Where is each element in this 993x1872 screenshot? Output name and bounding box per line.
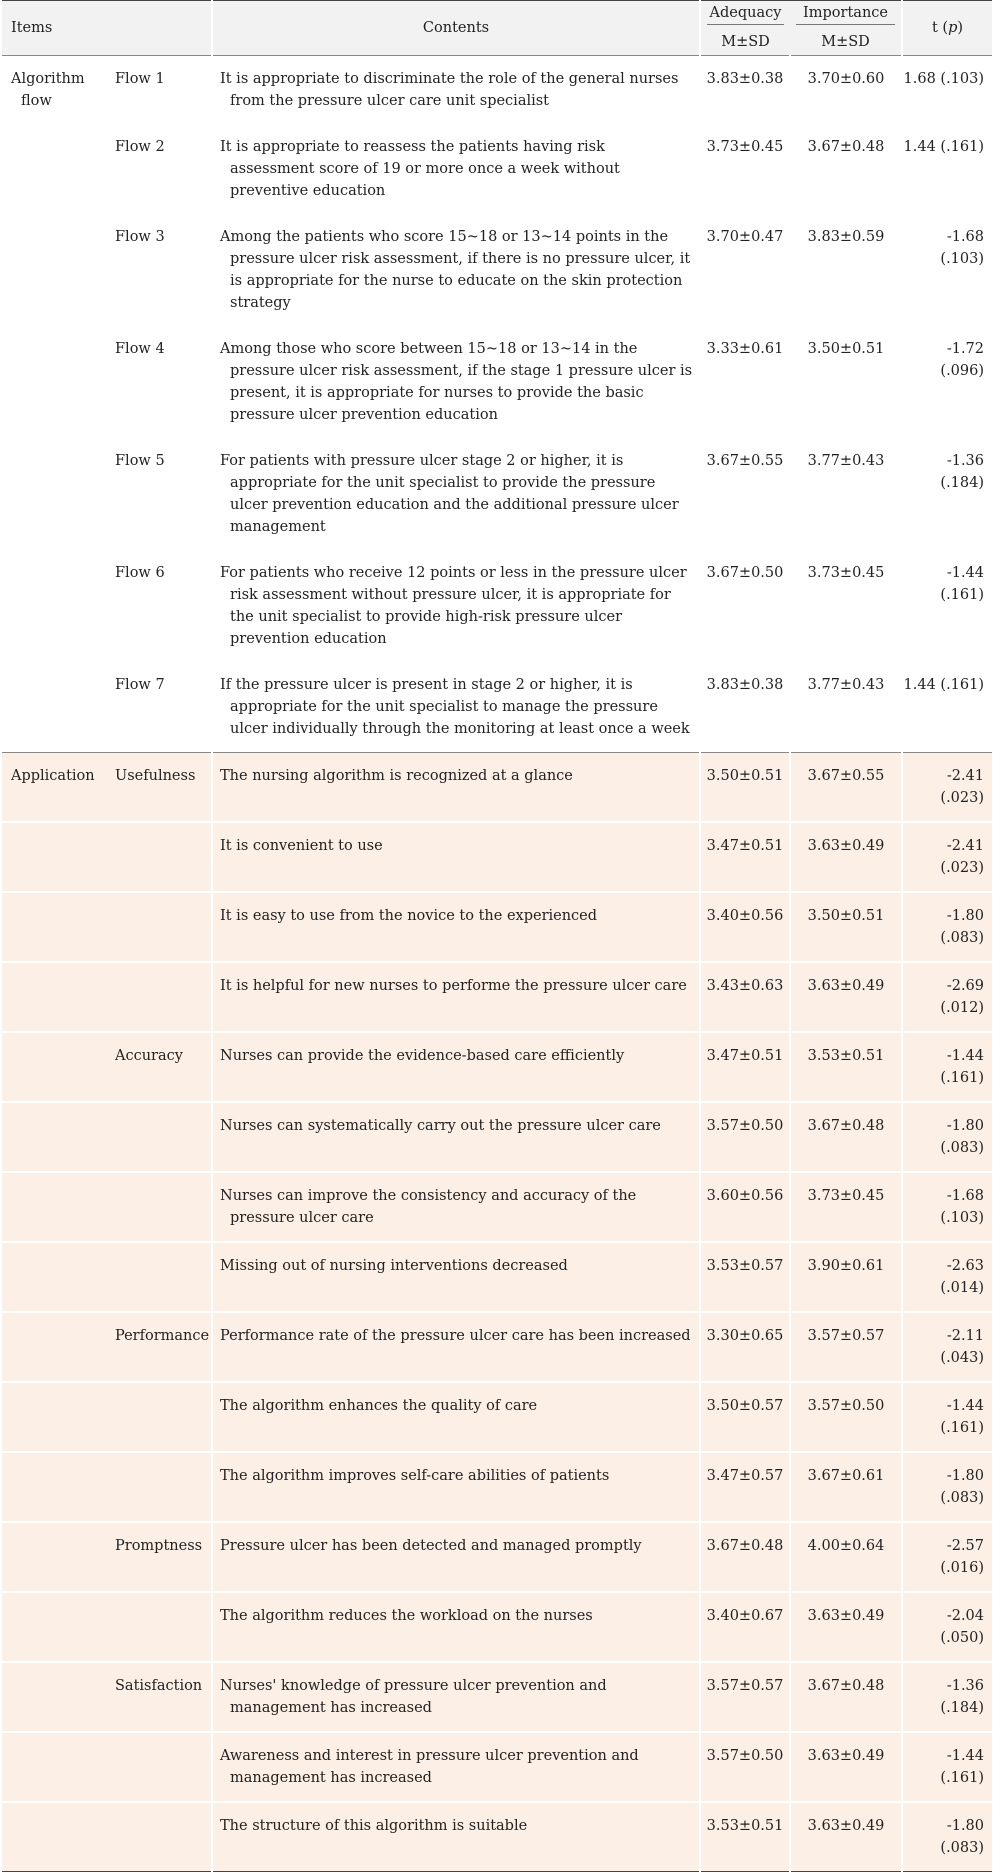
content-cell xyxy=(212,1032,700,1102)
content-text: Performance rate of the pressure ulcer care has been increased xyxy=(220,1328,691,1344)
content-cell xyxy=(212,1312,700,1382)
item-cell xyxy=(2,753,105,823)
t-value: -2.41 (.023) xyxy=(902,753,992,823)
content-cell xyxy=(212,753,700,823)
content-cell xyxy=(212,1102,700,1172)
adequacy-value: 3.53±0.51 xyxy=(700,1802,790,1872)
table-row xyxy=(2,1242,992,1312)
adequacy-value: 3.67±0.50 xyxy=(700,550,790,662)
content-text: Nurses can systematically carry out the pressure ulcer care xyxy=(220,1118,661,1134)
table-row xyxy=(2,1382,992,1452)
item-cell xyxy=(2,56,105,125)
importance-value: 3.57±0.57 xyxy=(790,1312,902,1382)
importance-value: 3.50±0.51 xyxy=(790,326,902,438)
t-value: -1.44 (.161) xyxy=(902,550,992,662)
item-cell xyxy=(2,892,105,962)
subitem-cell: Flow 5 xyxy=(105,438,212,550)
subitem-cell xyxy=(105,1382,212,1452)
content-cell xyxy=(212,892,700,962)
content-cell xyxy=(212,214,700,326)
importance-value: 3.53±0.51 xyxy=(790,1032,902,1102)
content-text: It is appropriate to discriminate the role of the general nurses from the pressure ulcer care unit specialist xyxy=(220,71,679,109)
item-cell xyxy=(2,1592,105,1662)
content-text: It is convenient to use xyxy=(220,838,383,854)
table-row xyxy=(2,1522,992,1592)
adequacy-value: 3.73±0.45 xyxy=(700,124,790,214)
item-cell xyxy=(2,326,105,438)
table-row xyxy=(2,1452,992,1522)
table-row xyxy=(2,438,992,550)
item-cell xyxy=(2,550,105,662)
importance-value: 3.63±0.49 xyxy=(790,962,902,1032)
item-cell xyxy=(2,214,105,326)
table-row xyxy=(2,662,992,753)
t-value: -2.41 (.023) xyxy=(902,822,992,892)
importance-value: 3.67±0.61 xyxy=(790,1452,902,1522)
application-label: Application xyxy=(11,768,95,784)
item-cell xyxy=(2,1172,105,1242)
content-text: Nurses can improve the consistency and accuracy of the pressure ulcer care xyxy=(220,1188,637,1226)
t-value: -1.80 (.083) xyxy=(902,892,992,962)
content-cell xyxy=(212,326,700,438)
subitem-cell: Performance xyxy=(105,1312,212,1382)
header-importance-label: Importance xyxy=(796,5,895,25)
table-row xyxy=(2,326,992,438)
content-text: If the pressure ulcer is present in stage 2 or higher, it is appropriate for the unit specialist to manage the pressure ulcer individually through the monitoring at least once a week xyxy=(220,677,690,737)
subitem-cell xyxy=(105,1452,212,1522)
header-items: Items xyxy=(2,1,212,56)
content-cell xyxy=(212,1382,700,1452)
adequacy-value: 3.57±0.50 xyxy=(700,1732,790,1802)
t-value: -2.04 (.050) xyxy=(902,1592,992,1662)
content-text: Nurses can provide the evidence-based care efficiently xyxy=(220,1048,625,1064)
table-row xyxy=(2,1732,992,1802)
importance-value: 3.63±0.49 xyxy=(790,822,902,892)
table-row xyxy=(2,1172,992,1242)
content-text: Nurses' knowledge of pressure ulcer prevention and management has increased xyxy=(220,1678,607,1716)
table-row xyxy=(2,1662,992,1732)
subitem-cell xyxy=(105,1592,212,1662)
importance-value: 4.00±0.64 xyxy=(790,1522,902,1592)
adequacy-value: 3.57±0.57 xyxy=(700,1662,790,1732)
t-value: -2.69 (.012) xyxy=(902,962,992,1032)
adequacy-value: 3.67±0.48 xyxy=(700,1522,790,1592)
item-cell xyxy=(2,1522,105,1592)
table-row xyxy=(2,214,992,326)
importance-value: 3.63±0.49 xyxy=(790,1732,902,1802)
subitem-cell: Flow 6 xyxy=(105,550,212,662)
table-row xyxy=(2,962,992,1032)
subitem-cell xyxy=(105,1102,212,1172)
importance-value: 3.63±0.49 xyxy=(790,1592,902,1662)
table-row xyxy=(2,550,992,662)
content-cell xyxy=(212,438,700,550)
importance-value: 3.70±0.60 xyxy=(790,56,902,125)
importance-value: 3.67±0.48 xyxy=(790,1102,902,1172)
t-value: -1.36 (.184) xyxy=(902,1662,992,1732)
item-cell xyxy=(2,1312,105,1382)
header-t-p xyxy=(902,1,992,56)
header-importance-msd: M±SD xyxy=(790,29,902,56)
t-value: -1.80 (.083) xyxy=(902,1452,992,1522)
adequacy-value: 3.60±0.56 xyxy=(700,1172,790,1242)
table-row xyxy=(2,753,992,823)
subitem-cell: Flow 1 xyxy=(105,56,212,125)
importance-value: 3.67±0.55 xyxy=(790,753,902,823)
t-value: -2.63 (.014) xyxy=(902,1242,992,1312)
header-adequacy xyxy=(700,1,790,30)
t-value: -1.44 (.161) xyxy=(902,1732,992,1802)
algorithm-flow-section xyxy=(2,56,992,753)
item-cell xyxy=(2,1662,105,1732)
adequacy-value: 3.50±0.51 xyxy=(700,753,790,823)
table-row xyxy=(2,56,992,125)
table-row xyxy=(2,822,992,892)
content-cell xyxy=(212,56,700,125)
adequacy-value: 3.47±0.51 xyxy=(700,822,790,892)
content-cell xyxy=(212,962,700,1032)
content-cell xyxy=(212,822,700,892)
adequacy-value: 3.47±0.57 xyxy=(700,1452,790,1522)
item-cell xyxy=(2,1732,105,1802)
table-row xyxy=(2,1032,992,1102)
adequacy-value: 3.83±0.38 xyxy=(700,56,790,125)
t-value: -1.80 (.083) xyxy=(902,1102,992,1172)
item-cell xyxy=(2,438,105,550)
item-cell xyxy=(2,1102,105,1172)
content-text: For patients who receive 12 points or less in the pressure ulcer risk assessment without pressure ulcer, it is appropriate for the unit specialist to provide high-risk pressure ulcer prevention education xyxy=(220,565,687,647)
results-table xyxy=(2,0,992,1872)
table-row xyxy=(2,892,992,962)
importance-value: 3.77±0.43 xyxy=(790,662,902,753)
content-text: It is appropriate to reassess the patients having risk assessment score of 19 or more once a week without preventive education xyxy=(220,139,620,199)
subitem-cell xyxy=(105,1802,212,1872)
table-row xyxy=(2,124,992,214)
content-cell xyxy=(212,550,700,662)
header-t-suffix: ) xyxy=(957,20,964,36)
subitem-cell: Flow 7 xyxy=(105,662,212,753)
content-cell xyxy=(212,1732,700,1802)
importance-value: 3.67±0.48 xyxy=(790,124,902,214)
content-text: It is easy to use from the novice to the experienced xyxy=(220,908,598,924)
content-text: The nursing algorithm is recognized at a glance xyxy=(220,768,573,784)
importance-value: 3.67±0.48 xyxy=(790,1662,902,1732)
content-text: The algorithm improves self-care abilities of patients xyxy=(220,1468,610,1484)
table-row xyxy=(2,1312,992,1382)
subitem-cell xyxy=(105,1242,212,1312)
subitem-cell xyxy=(105,892,212,962)
importance-value: 3.63±0.49 xyxy=(790,1802,902,1872)
adequacy-value: 3.50±0.57 xyxy=(700,1382,790,1452)
content-cell xyxy=(212,1592,700,1662)
content-text: Among the patients who score 15~18 or 13~14 points in the pressure ulcer risk assessment, if there is no pressure ulcer, it is appropriate for the nurse to educate on the skin protection strategy xyxy=(220,229,691,311)
adequacy-value: 3.67±0.55 xyxy=(700,438,790,550)
subitem-cell xyxy=(105,1732,212,1802)
content-text: The structure of this algorithm is suitable xyxy=(220,1818,528,1834)
importance-value: 3.50±0.51 xyxy=(790,892,902,962)
content-text: Pressure ulcer has been detected and managed promptly xyxy=(220,1538,642,1554)
adequacy-value: 3.30±0.65 xyxy=(700,1312,790,1382)
subitem-cell: Satisfaction xyxy=(105,1662,212,1732)
table-row xyxy=(2,1102,992,1172)
item-cell xyxy=(2,124,105,214)
content-cell xyxy=(212,1522,700,1592)
content-text: Missing out of nursing interventions decreased xyxy=(220,1258,568,1274)
algorithm-flow-label-line2: flow xyxy=(21,93,52,109)
t-value: -2.11 (.043) xyxy=(902,1312,992,1382)
table-row xyxy=(2,1802,992,1872)
t-value: -1.68 (.103) xyxy=(902,214,992,326)
header-t-prefix: t ( xyxy=(931,20,949,36)
t-value: -1.72 (.096) xyxy=(902,326,992,438)
subitem-cell xyxy=(105,1172,212,1242)
content-text: The algorithm reduces the workload on the nurses xyxy=(220,1608,593,1624)
subitem-cell: Flow 4 xyxy=(105,326,212,438)
subitem-cell: Promptness xyxy=(105,1522,212,1592)
subitem-cell: Accuracy xyxy=(105,1032,212,1102)
content-cell xyxy=(212,124,700,214)
importance-value: 3.83±0.59 xyxy=(790,214,902,326)
t-value: -2.57 (.016) xyxy=(902,1522,992,1592)
content-text: For patients with pressure ulcer stage 2 or higher, it is appropriate for the unit specialist to provide the pressure ulcer prevention education and the additional pressure ulcer management xyxy=(220,453,679,535)
t-value: -1.36 (.184) xyxy=(902,438,992,550)
header-t-p-italic: p xyxy=(948,20,958,36)
content-cell xyxy=(212,1452,700,1522)
content-cell xyxy=(212,1662,700,1732)
importance-value: 3.77±0.43 xyxy=(790,438,902,550)
importance-value: 3.73±0.45 xyxy=(790,1172,902,1242)
adequacy-value: 3.83±0.38 xyxy=(700,662,790,753)
header-adequacy-msd: M±SD xyxy=(700,29,790,56)
importance-value: 3.57±0.50 xyxy=(790,1382,902,1452)
algorithm-flow-label-line1: Algorithm xyxy=(11,71,85,87)
subitem-cell xyxy=(105,822,212,892)
t-value: 1.44 (.161) xyxy=(902,662,992,753)
importance-value: 3.90±0.61 xyxy=(790,1242,902,1312)
item-cell xyxy=(2,1382,105,1452)
adequacy-value: 3.57±0.50 xyxy=(700,1102,790,1172)
application-section xyxy=(2,753,992,1872)
table-row xyxy=(2,1592,992,1662)
t-value: -1.44 (.161) xyxy=(902,1382,992,1452)
t-value: 1.68 (.103) xyxy=(902,56,992,125)
header-adequacy-label: Adequacy xyxy=(707,5,784,25)
item-cell xyxy=(2,822,105,892)
content-text: Awareness and interest in pressure ulcer prevention and management has increased xyxy=(220,1748,639,1786)
content-text: Among those who score between 15~18 or 13~14 in the pressure ulcer risk assessment, if the stage 1 pressure ulcer is present, it is appropriate for nurses to provide the basic pressure ulcer prevention education xyxy=(220,341,693,423)
content-cell xyxy=(212,1242,700,1312)
adequacy-value: 3.47±0.51 xyxy=(700,1032,790,1102)
t-value: -1.68 (.103) xyxy=(902,1172,992,1242)
importance-value: 3.73±0.45 xyxy=(790,550,902,662)
item-cell xyxy=(2,962,105,1032)
subitem-cell xyxy=(105,962,212,1032)
adequacy-value: 3.33±0.61 xyxy=(700,326,790,438)
subitem-cell: Flow 3 xyxy=(105,214,212,326)
adequacy-value: 3.53±0.57 xyxy=(700,1242,790,1312)
subitem-cell: Flow 2 xyxy=(105,124,212,214)
item-cell xyxy=(2,1032,105,1102)
content-cell xyxy=(212,662,700,753)
t-value: -1.80 (.083) xyxy=(902,1802,992,1872)
content-text: It is helpful for new nurses to performe the pressure ulcer care xyxy=(220,978,687,994)
t-value: -1.44 (.161) xyxy=(902,1032,992,1102)
item-cell xyxy=(2,1452,105,1522)
adequacy-value: 3.43±0.63 xyxy=(700,962,790,1032)
item-cell xyxy=(2,662,105,753)
header-importance xyxy=(790,1,902,30)
header-contents: Contents xyxy=(212,1,700,56)
content-cell xyxy=(212,1802,700,1872)
adequacy-value: 3.40±0.56 xyxy=(700,892,790,962)
item-cell xyxy=(2,1242,105,1312)
table-header xyxy=(2,1,992,56)
t-value: 1.44 (.161) xyxy=(902,124,992,214)
adequacy-value: 3.70±0.47 xyxy=(700,214,790,326)
subitem-cell: Usefulness xyxy=(105,753,212,823)
adequacy-value: 3.40±0.67 xyxy=(700,1592,790,1662)
item-cell xyxy=(2,1802,105,1872)
content-text: The algorithm enhances the quality of care xyxy=(220,1398,538,1414)
content-cell xyxy=(212,1172,700,1242)
